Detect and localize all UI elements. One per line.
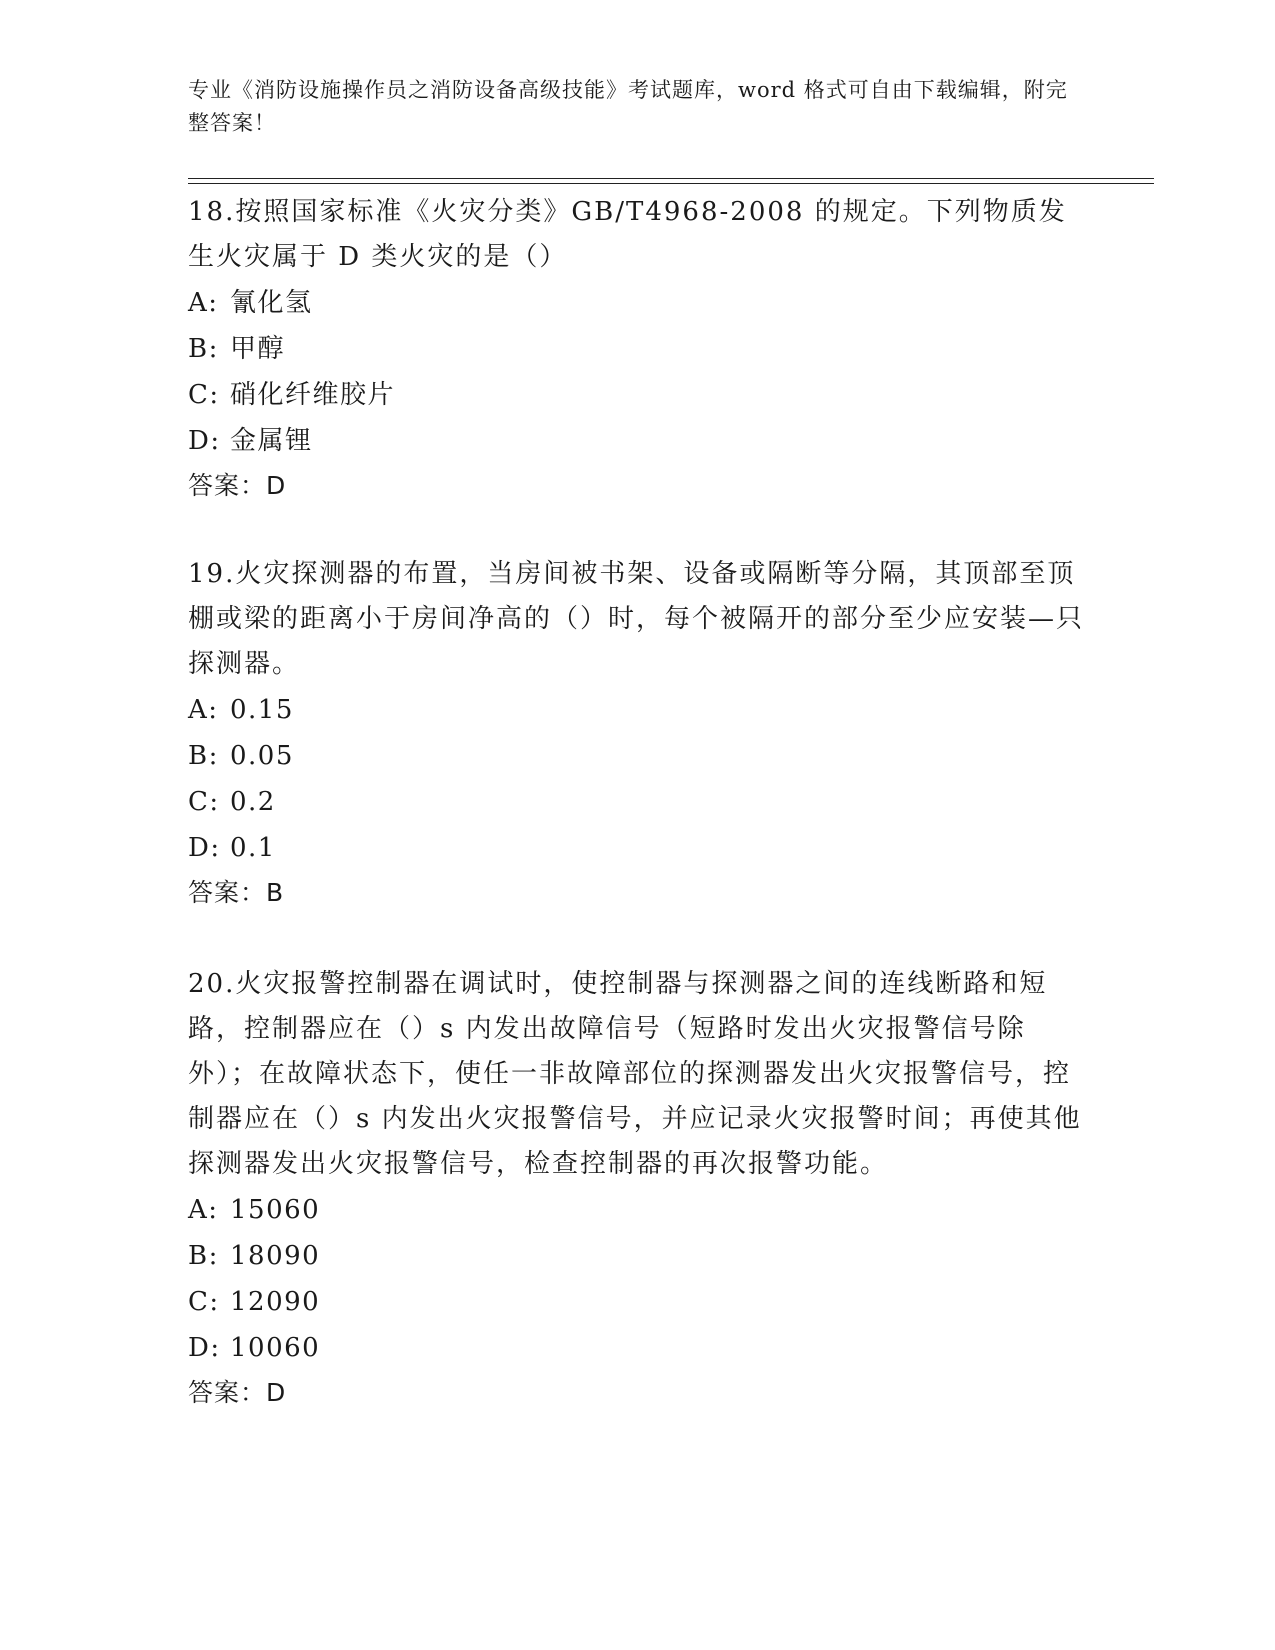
option-a (188, 280, 1088, 326)
option-b (188, 326, 1088, 372)
document-header: 专业《消防设施操作员之消防设备高级技能》考试题库，word 格式可自由下载编辑，附完整答案！ (188, 78, 1068, 135)
option-key: A: (188, 695, 219, 725)
option-key: C: (188, 1287, 220, 1317)
option-c (188, 1279, 1088, 1325)
option-value: 0.2 (230, 787, 276, 817)
option-value: 10060 (230, 1333, 321, 1363)
option-a (188, 687, 1088, 733)
option-value: 0.15 (230, 695, 294, 725)
option-d (188, 1325, 1088, 1371)
option-b (188, 733, 1088, 779)
option-b (188, 1233, 1088, 1279)
option-key: B: (188, 741, 219, 771)
option-key: D: (188, 833, 221, 863)
question-18 (188, 190, 1088, 508)
header-divider-top (188, 178, 1154, 179)
option-key: A: (188, 1195, 219, 1225)
option-key: A: (188, 288, 219, 318)
option-value: 硝化纤维胶片 (230, 380, 396, 410)
question-text: 19.火灾探测器的布置，当房间被书架、设备或隔断等分隔，其顶部至顶棚或梁的距离小于房间净高的（）时，每个被隔开的部分至少应安装—只探测器。 (188, 559, 1085, 679)
answer-line: 答案：D (188, 471, 287, 500)
option-key: D: (188, 1333, 221, 1363)
option-c (188, 779, 1088, 825)
header-divider-bottom (188, 183, 1154, 184)
option-d (188, 418, 1088, 464)
answer-line: 答案：D (188, 1378, 287, 1407)
option-a (188, 1187, 1088, 1233)
option-key: C: (188, 787, 220, 817)
option-value: 甲醇 (230, 334, 286, 364)
question-20 (188, 962, 1088, 1415)
option-c (188, 372, 1088, 418)
option-d (188, 825, 1088, 871)
option-key: C: (188, 380, 220, 410)
option-value: 金属锂 (230, 426, 313, 456)
option-value: 12090 (230, 1287, 321, 1317)
answer-line: 答案：B (188, 878, 285, 907)
option-value: 15060 (230, 1195, 321, 1225)
option-key: B: (188, 1241, 219, 1271)
option-key: B: (188, 334, 219, 364)
option-key: D: (188, 426, 221, 456)
option-value: 0.1 (230, 833, 276, 863)
option-value: 氰化氢 (230, 288, 313, 318)
question-19 (188, 552, 1088, 915)
option-value: 0.05 (230, 741, 294, 771)
question-text: 18.按照国家标准《火灾分类》GB/T4968-2008 的规定。下列物质发生火灾属于 D 类火灾的是（） (188, 197, 1067, 272)
option-value: 18090 (230, 1241, 321, 1271)
question-text: 20.火灾报警控制器在调试时，使控制器与探测器之间的连线断路和短路，控制器应在（）s 内发出故障信号（短路时发出火灾报警信号除外）；在故障状态下，使任一非故障部位的探测器发出火灾报警信号，控制器应在（）s 内发出火灾报警信号，并应记录火灾报警时间；再使其他探测器发出火灾报警信号，检查控制器的再次报警功能。 (188, 969, 1082, 1179)
